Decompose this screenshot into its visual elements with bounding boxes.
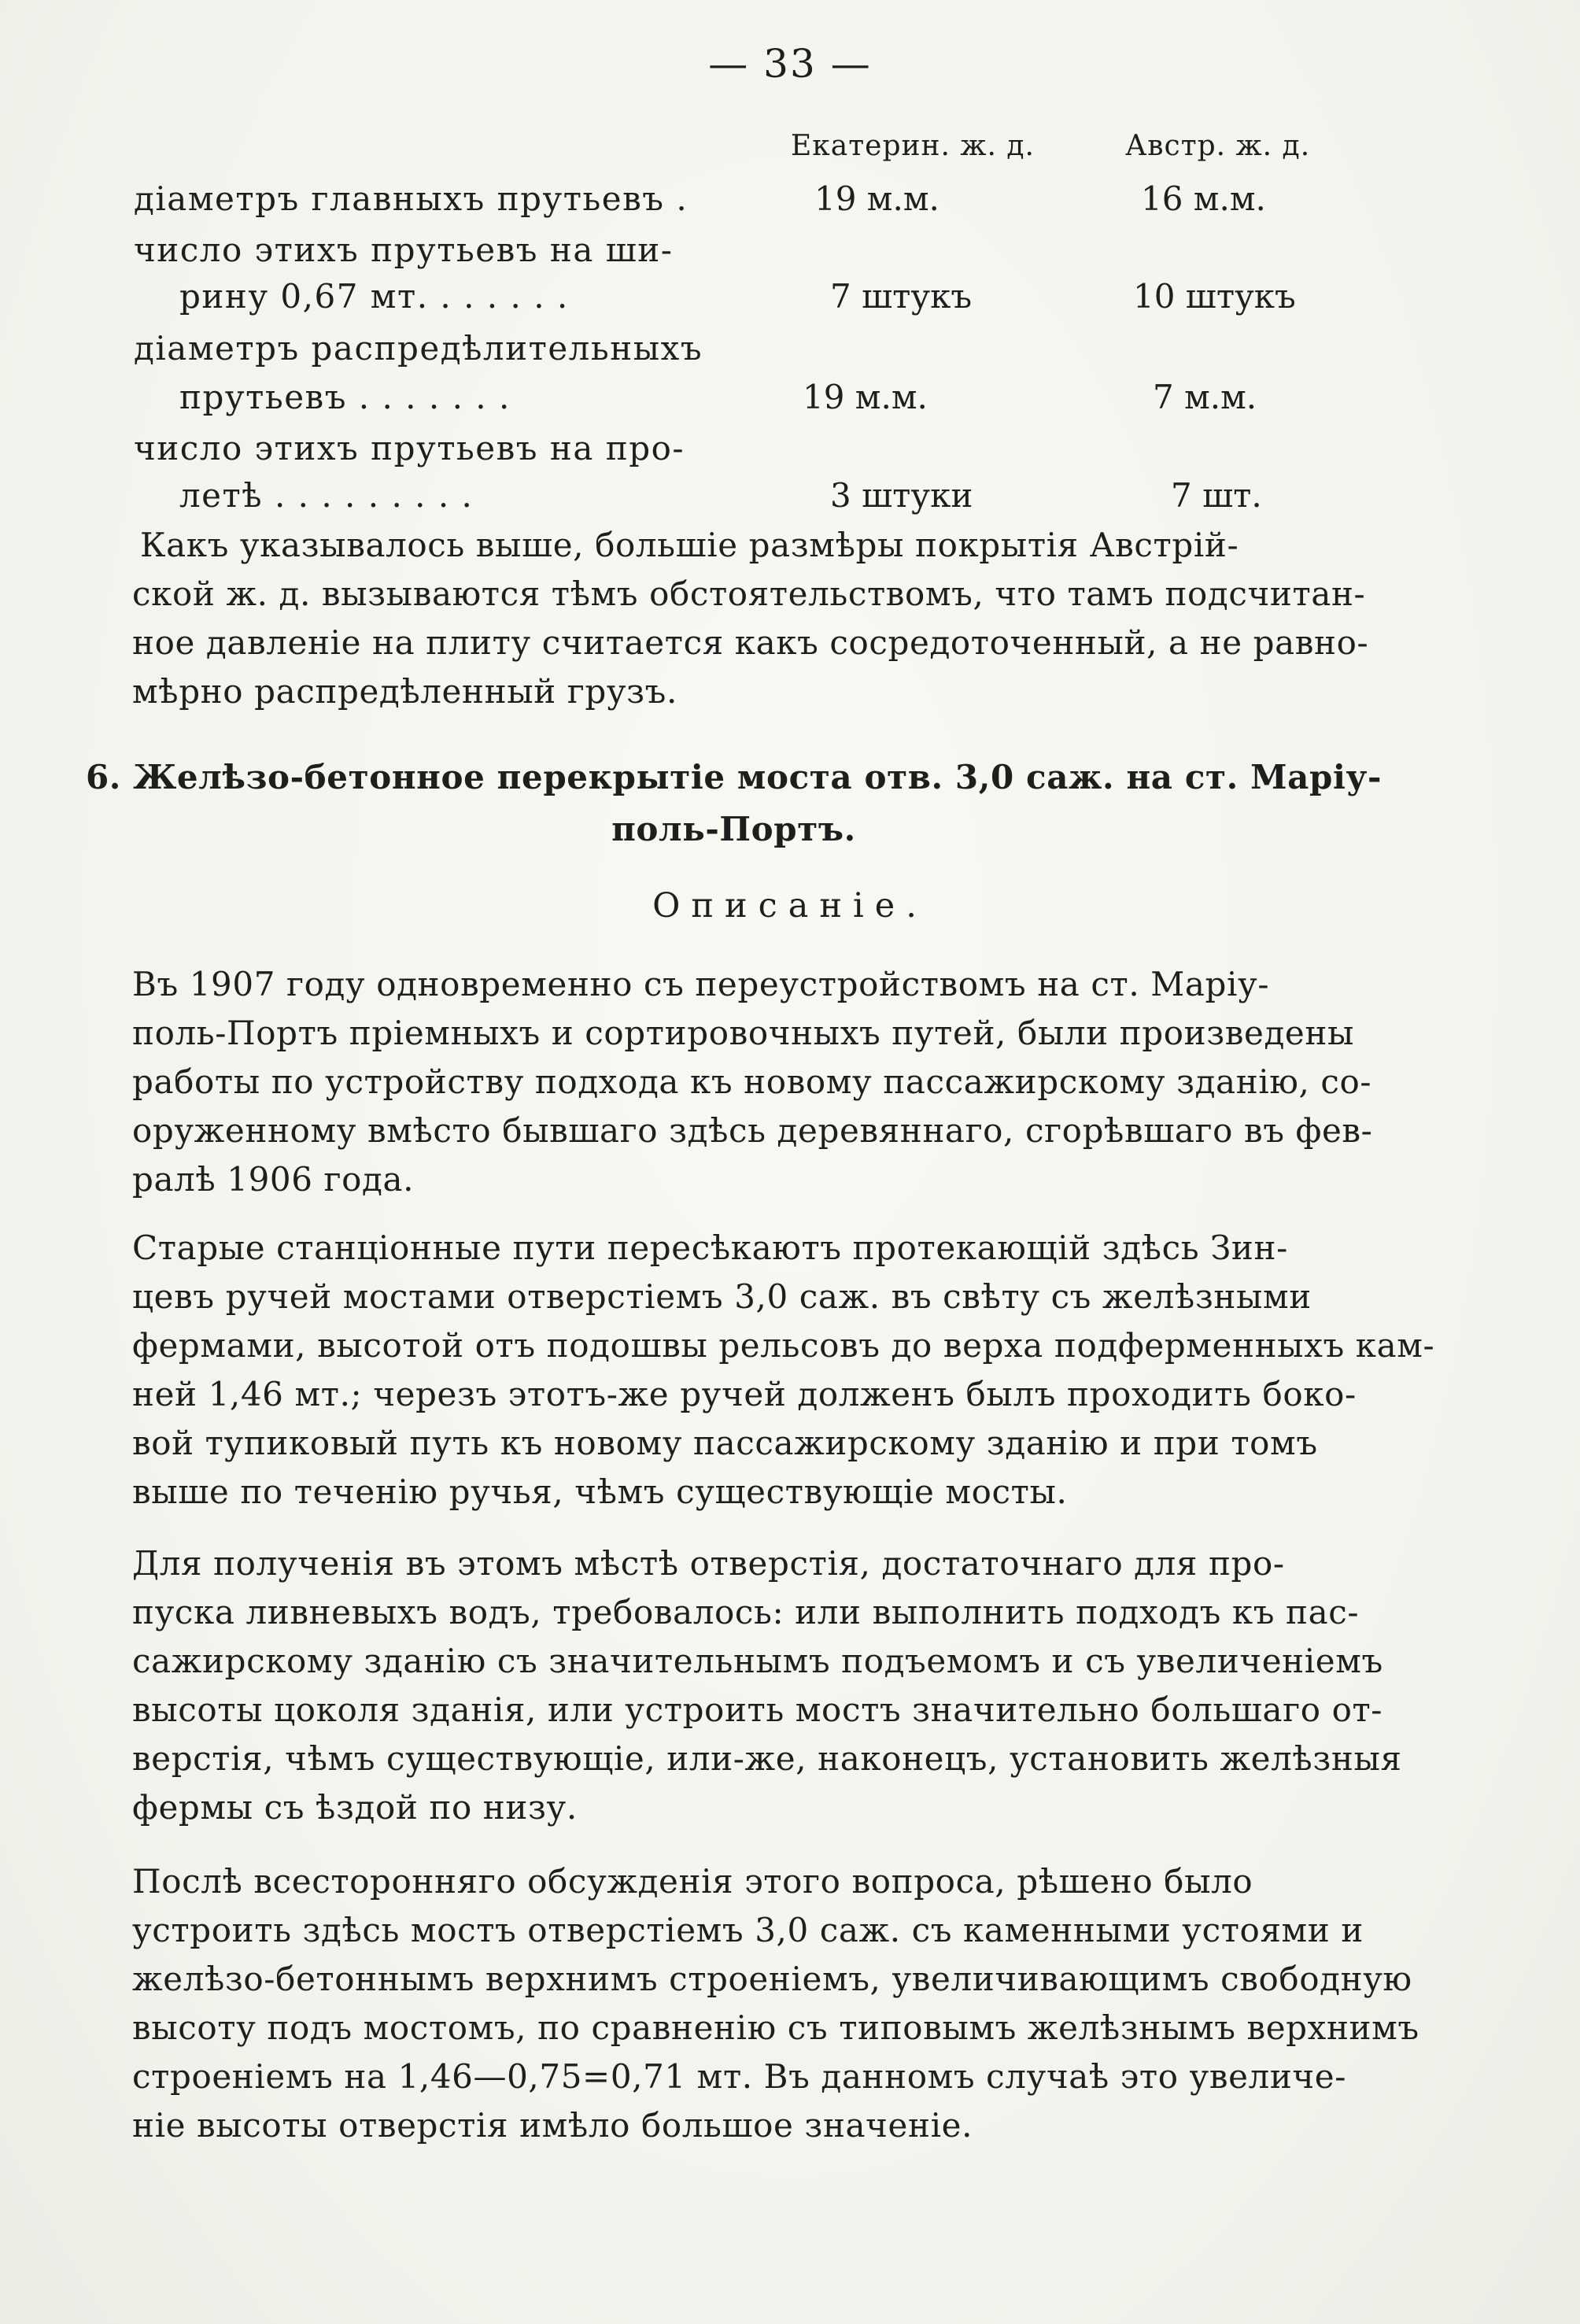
value-austr: 10 штукъ [1133, 277, 1296, 316]
text-line: Какъ указывалось выше, большіе размѣры покрытія Австрій- [140, 526, 1239, 564]
text-line: высоты цоколя зданія, или устроить мостъ значительно большаго от- [132, 1690, 1383, 1729]
text-line: выше по теченію ручья, чѣмъ существующіе мосты. [132, 1472, 1068, 1511]
text-line: верстія, чѣмъ существующіе, или-же, наконецъ, установить желѣзныя [132, 1739, 1402, 1778]
section-heading-line2: поль-Портъ. [611, 810, 856, 848]
text-line: пуска ливневыхъ водъ, требовалось: или выполнить подходъ къ пас- [132, 1593, 1360, 1631]
row-label: число этихъ прутьевъ на про- [134, 429, 685, 467]
text-line: цевъ ручей мостами отверстіемъ 3,0 саж. въ свѣту съ желѣзными [132, 1277, 1312, 1316]
text-line: сажирскому зданію съ значительнымъ подъемомъ и съ увеличеніемъ [132, 1642, 1383, 1680]
text-line: работы по устройству подхода къ новому пассажирскому зданію, со- [132, 1062, 1372, 1101]
text-line: ное давленіе на плиту считается какъ сосредоточенный, а не равно- [132, 623, 1369, 662]
text-line: Въ 1907 году одновременно съ переустройствомъ на ст. Маріу- [132, 965, 1270, 1003]
paragraph-opening-options [132, 1539, 1402, 1832]
text-line: высоту подъ мостомъ, по сравненію съ типовымъ желѣзнымъ верхнимъ [132, 2008, 1419, 2047]
paragraph-1907-works [132, 960, 1395, 1204]
table-header-ekaterin: Екатерин. ж. д. [791, 130, 1035, 162]
page-number: — 33 — [708, 41, 872, 87]
value-austr: 16 м.м. [1141, 179, 1266, 218]
value-ekaterin: 7 штукъ [830, 277, 973, 316]
text-line: устроить здѣсь мостъ отверстіемъ 3,0 саж. съ каменными устоями и [132, 1911, 1364, 1949]
table-header-austr: Австр. ж. д. [1125, 130, 1311, 162]
row-label-cont: рину 0,67 мт. . . . . . . [179, 277, 569, 316]
text-line: ралѣ 1906 года. [132, 1160, 415, 1199]
text-line: мѣрно распредѣленный грузъ. [132, 672, 677, 711]
text-line: строеніемъ на 1,46—0,75=0,71 мт. Въ данномъ случаѣ это увеличе- [132, 2057, 1347, 2096]
text-line: фермы съ ѣздой по низу. [132, 1788, 578, 1827]
description-subheading: Описаніе. [652, 886, 928, 926]
text-line: поль-Портъ пріемныхъ и сортировочныхъ путей, были произведены [132, 1014, 1354, 1052]
value-austr: 7 м.м. [1153, 378, 1257, 416]
row-label: число этихъ прутьевъ на ши- [134, 231, 674, 269]
section-heading [71, 752, 1397, 855]
text-line: Послѣ всесторонняго обсужденія этого вопроса, рѣшено было [132, 1862, 1253, 1901]
value-ekaterin: 19 м.м. [814, 179, 940, 218]
section-heading-line1: 6. Желѣзо-бетонное перекрытіе моста отв. 3,0 саж. на ст. Маріу- [85, 758, 1382, 796]
text-line: Для полученія въ этомъ мѣстѣ отверстія, достаточнаго для про- [132, 1544, 1285, 1583]
text-line: Старые станціонные пути пересѣкаютъ протекающій здѣсь Зин- [132, 1229, 1288, 1267]
value-ekaterin: 3 штуки [830, 476, 973, 515]
text-line: ской ж. д. вызываются тѣмъ обстоятельствомъ, что тамъ подсчитан- [132, 575, 1366, 613]
paragraph-old-tracks [132, 1224, 1435, 1517]
text-line: желѣзо-бетоннымъ верхнимъ строеніемъ, увеличивающимъ свободную [132, 1960, 1412, 1998]
text-line: ніе высоты отверстія имѣло большое значеніе. [132, 2106, 973, 2145]
text-line: ней 1,46 мт.; черезъ этотъ-же ручей долженъ былъ проходить боко- [132, 1375, 1357, 1413]
value-austr: 7 шт. [1171, 476, 1262, 515]
paragraph-austrian-cover [132, 521, 1395, 716]
text-line: фермами, высотой отъ подошвы рельсовъ до верха подферменныхъ кам- [132, 1326, 1435, 1365]
value-ekaterin: 19 м.м. [803, 378, 928, 416]
row-label-cont: летѣ . . . . . . . . . [179, 476, 474, 515]
text-line: вой тупиковый путь къ новому пассажирскому зданію и при томъ [132, 1424, 1318, 1462]
paragraph-decision [132, 1857, 1419, 2150]
row-label-cont: прутьевъ . . . . . . . [179, 378, 511, 416]
row-label: діаметръ распредѣлительныхъ [134, 329, 703, 368]
row-label: діаметръ главныхъ прутьевъ . [134, 179, 688, 218]
text-line: оруженному вмѣсто бывшаго здѣсь деревяннаго, сгорѣвшаго въ фев- [132, 1111, 1373, 1150]
